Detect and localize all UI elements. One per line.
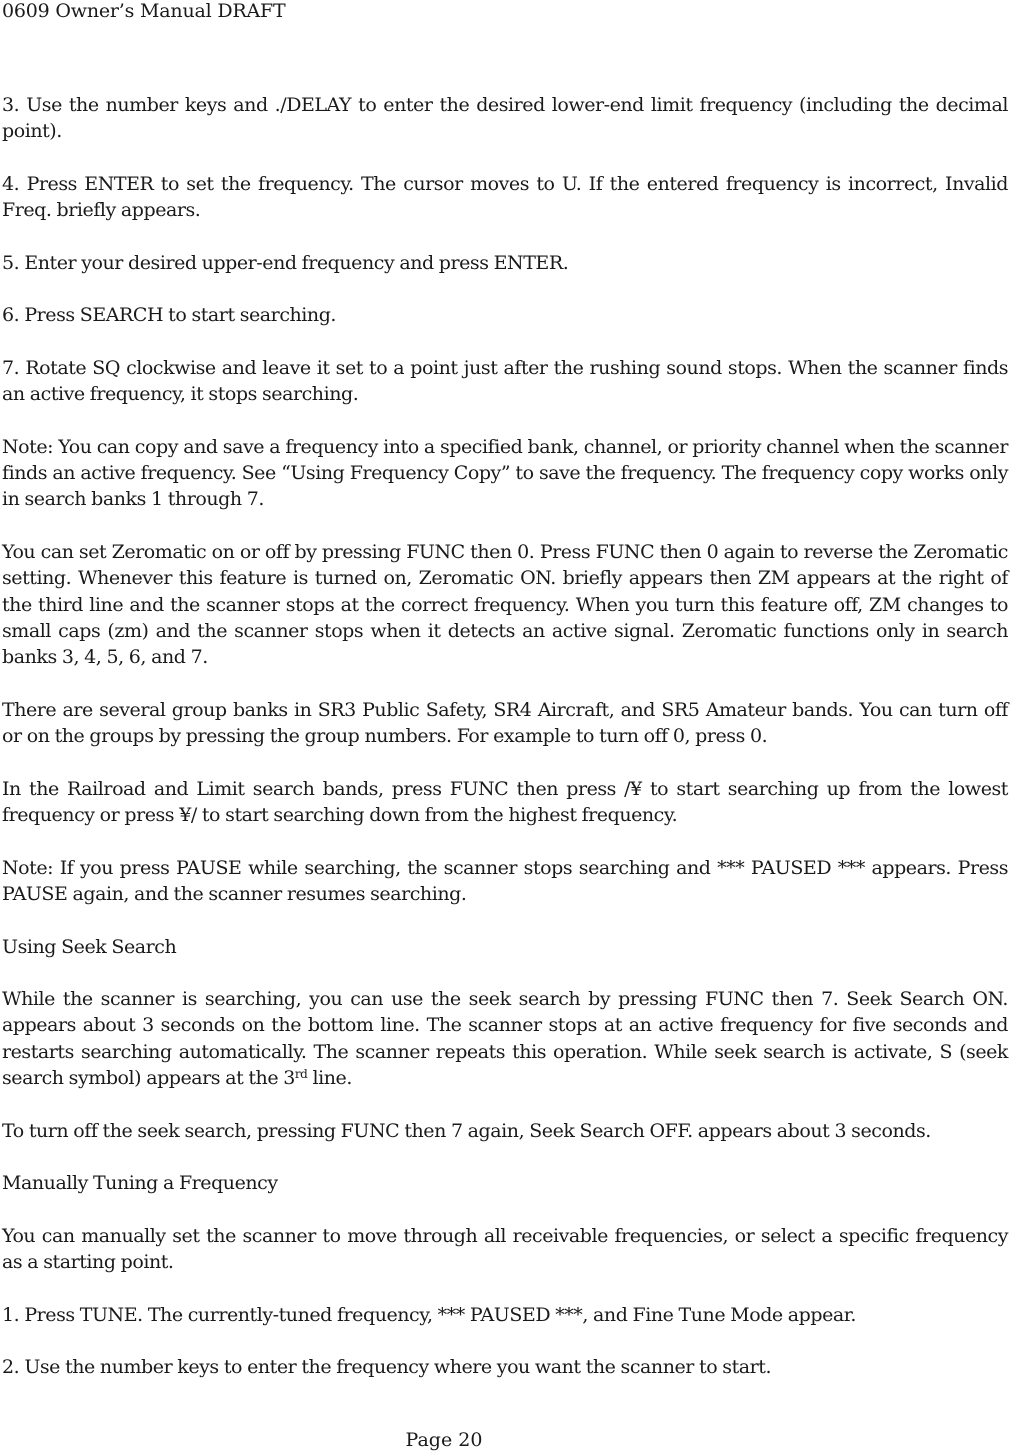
manual-tuning-heading: Manually Tuning a Frequency bbox=[2, 1172, 278, 1195]
step-7-paragraph: 7. Rotate SQ clockwise and leave it set to a point just after the rushing sound stops. When the scanner finds an active frequency, it stops searching. bbox=[2, 356, 1008, 406]
seek-search-paragraph bbox=[2, 986, 1008, 1091]
tuning-step-1: 1. Press TUNE. The currently-tuned frequency, *** PAUSED ***, and Fine Tune Mode appear. bbox=[2, 1303, 856, 1326]
step-4-paragraph: 4. Press ENTER to set the frequency. The cursor moves to U. If the entered frequency is incorrect, Invalid Freq. briefly appears. bbox=[2, 172, 1008, 222]
seek-search-heading: Using Seek Search bbox=[2, 935, 177, 958]
seek-search-tail: line. bbox=[307, 1066, 352, 1089]
step-6-paragraph: 6. Press SEARCH to start searching. bbox=[2, 304, 337, 327]
frequency-copy-note: Note: You can copy and save a frequency into a specified bank, channel, or priority channel when the scanner finds an active frequency. See “Using Frequency Copy” to save the frequency. The frequency copy works only in search banks 1 through 7. bbox=[2, 435, 1008, 511]
document-header: 0609 Owner’s Manual DRAFT bbox=[2, 0, 286, 22]
step-3-paragraph: 3. Use the number keys and ./DELAY to enter the desired lower-end limit frequency (including the decimal point). bbox=[2, 94, 1008, 143]
group-banks-paragraph: There are several group banks in SR3 Public Safety, SR4 Aircraft, and SR5 Amateur bands. You can turn off or on the groups by pressing the group numbers. For example to turn off 0, press 0. bbox=[2, 698, 1008, 748]
pause-note: Note: If you press PAUSE while searching, the scanner stops searching and *** PAUSED *** appears. Press PAUSE again, and the scanner resumes searching. bbox=[2, 856, 1008, 905]
page-number: Page 20 bbox=[405, 1429, 483, 1451]
tuning-step-2: 2. Use the number keys to enter the frequency where you want the scanner to start. bbox=[2, 1356, 772, 1379]
page-body bbox=[2, 92, 1008, 1381]
ordinal-suffix: rd bbox=[294, 1066, 308, 1081]
step-5-paragraph: 5. Enter your desired upper-end frequency and press ENTER. bbox=[2, 251, 569, 274]
zeromatic-paragraph: You can set Zeromatic on or off by pressing FUNC then 0. Press FUNC then 0 again to reverse the Zeromatic setting. Whenever this feature is turned on, Zeromatic ON. briefly appears then ZM appears at the right of the third line and the scanner stops at the correct frequency. When you turn this feature off, ZM changes to small caps (zm) and the scanner stops when it detects an active signal. Zeromatic functions only in search banks 3, 4, 5, 6, and 7. bbox=[2, 541, 1008, 669]
seek-search-text: While the scanner is searching, you can use the seek search by pressing FUNC then 7. Seek Search ON. appears about 3 seconds on the bottom line. The scanner stops at an active frequency for five seconds and restarts searching automatically. The scanner repeats this operation. While seek search is activate, S (seek search symbol) appears at the 3 bbox=[2, 988, 1008, 1089]
railroad-limit-paragraph: In the Railroad and Limit search bands, press FUNC then press /¥ to start searching up from the lowest frequency or press ¥/ to start searching down from the highest frequency. bbox=[2, 777, 1008, 827]
seek-search-off-paragraph: To turn off the seek search, pressing FUNC then 7 again, Seek Search OFF. appears about 3 seconds. bbox=[2, 1119, 931, 1142]
manual-tuning-intro: You can manually set the scanner to move through all receivable frequencies, or select a specific frequency as a starting point. bbox=[2, 1224, 1008, 1274]
